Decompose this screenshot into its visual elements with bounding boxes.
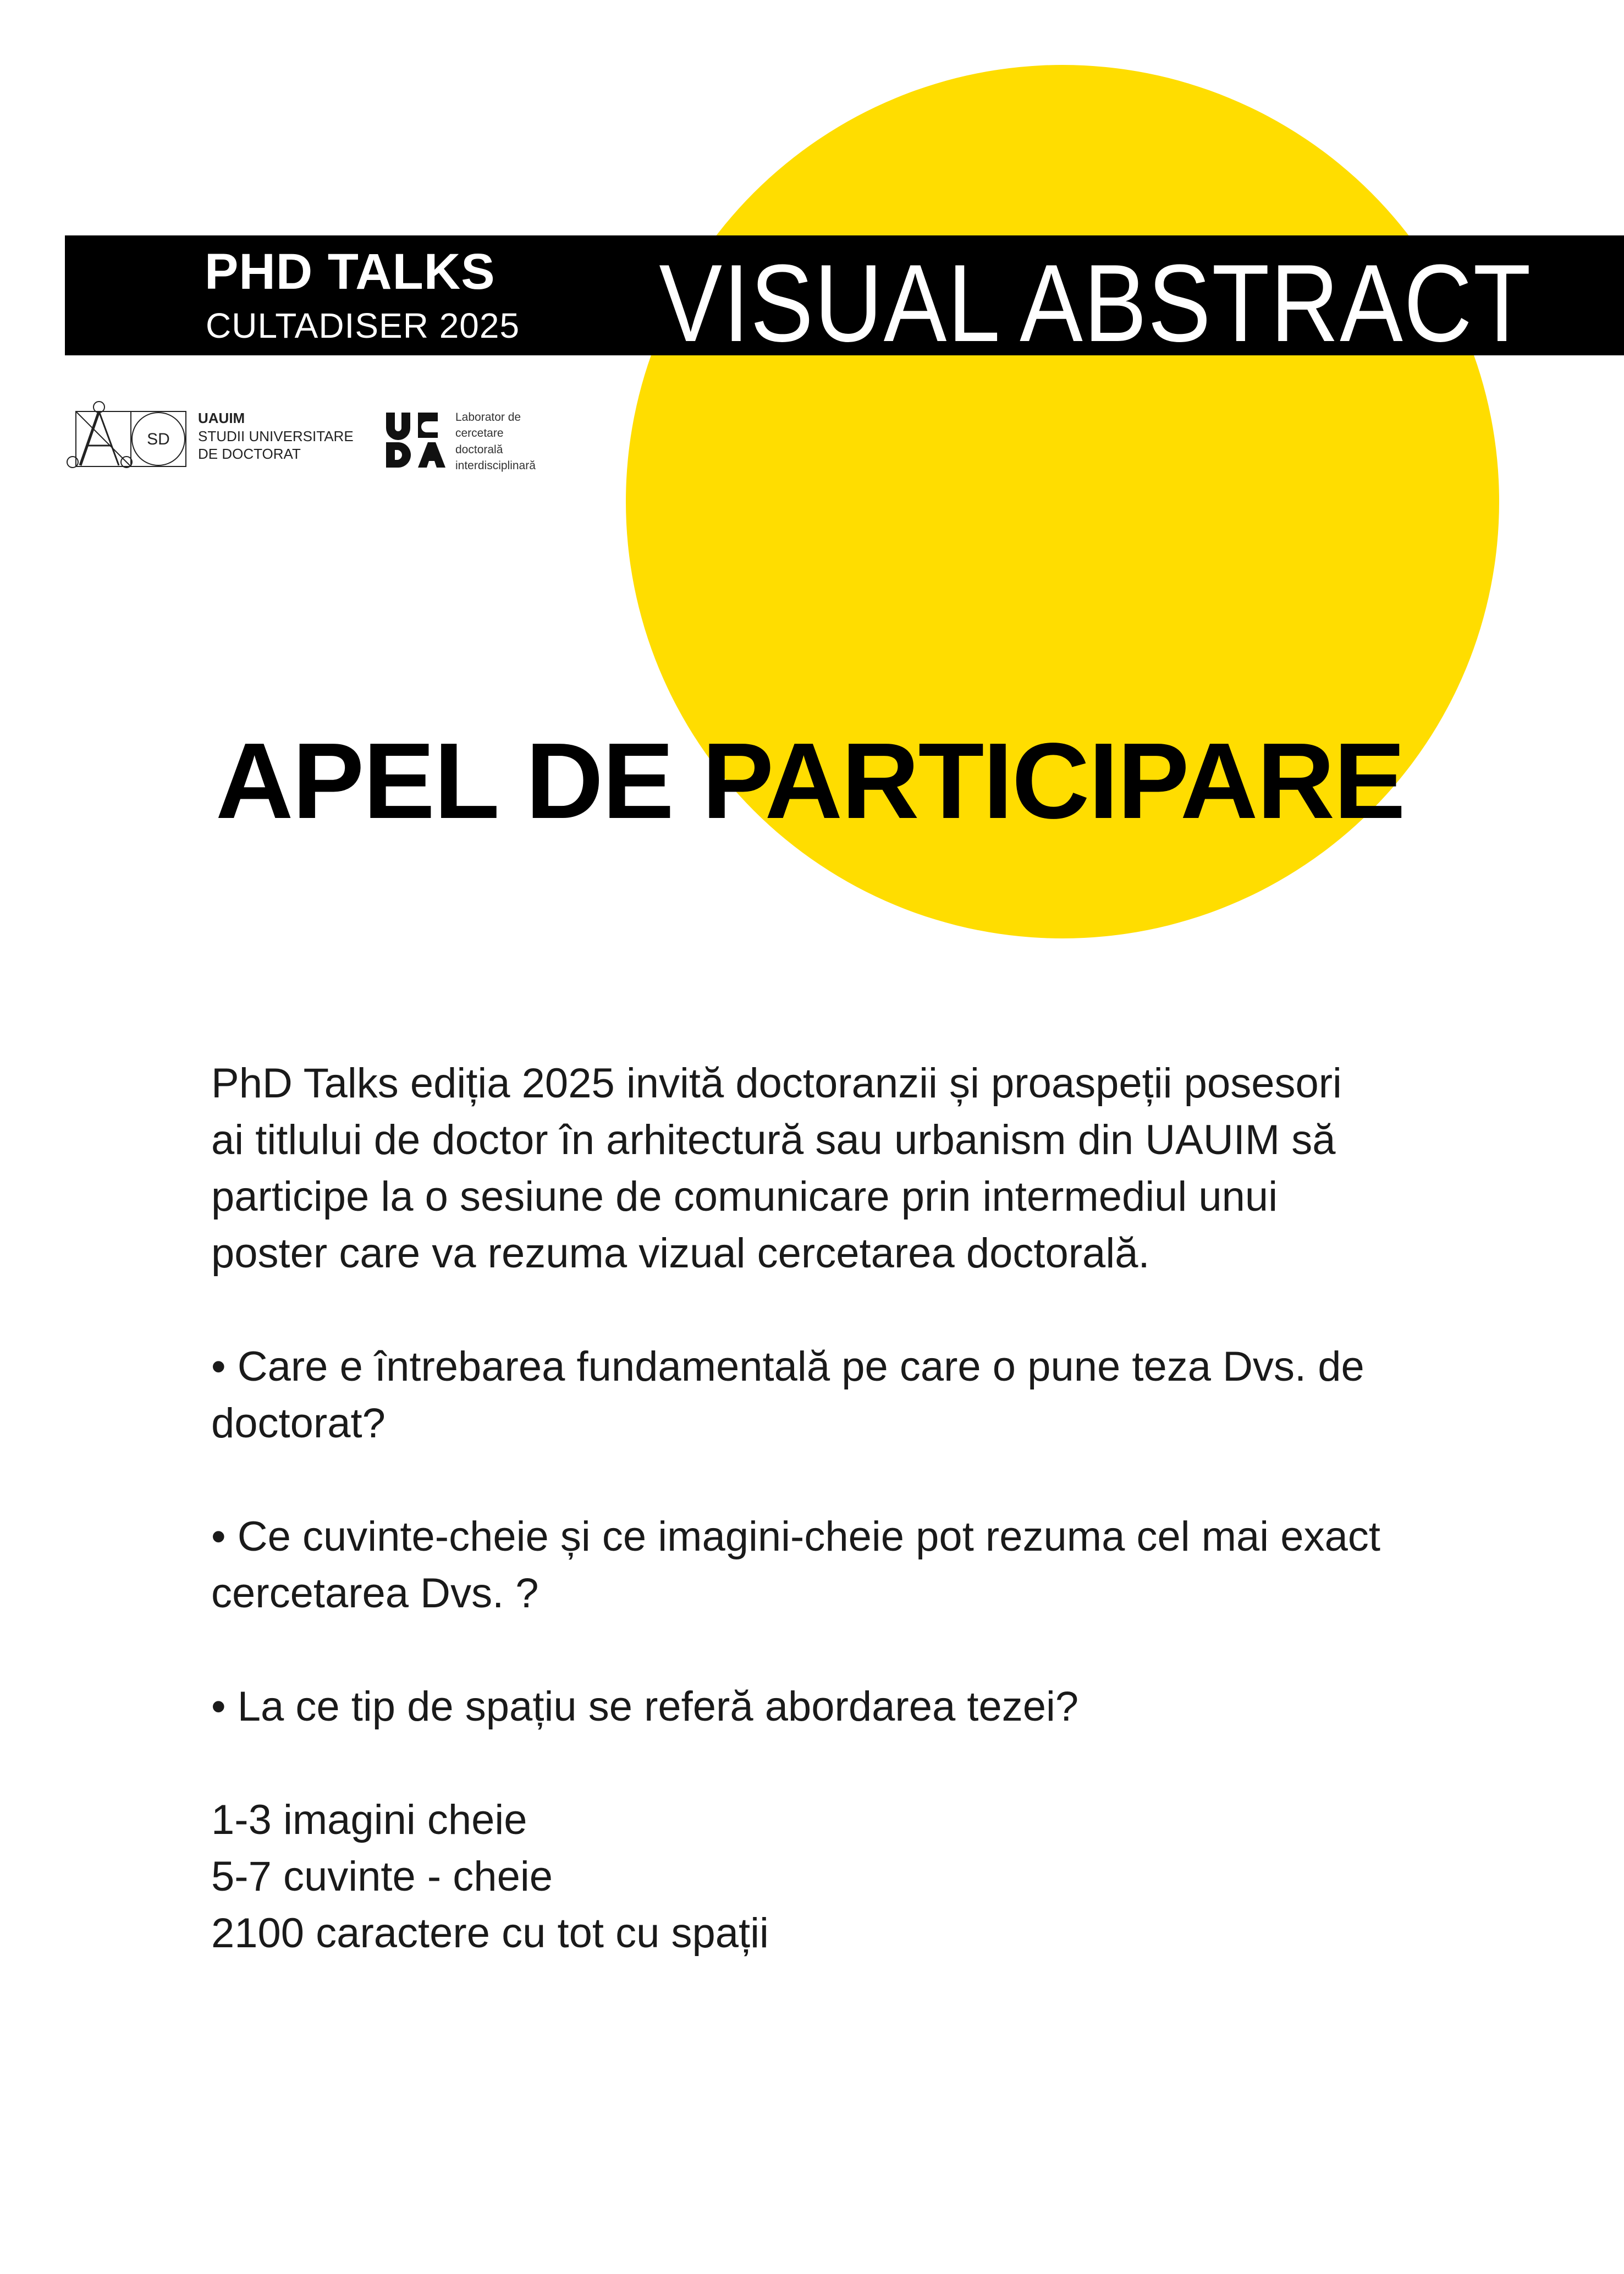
text-line: participe la o sesiune de comunicare prin intermediul unui [211, 1173, 1278, 1220]
text-line: • Ce cuvinte-cheie și ce imagini-cheie pot rezuma cel mai exact [211, 1513, 1380, 1560]
lcdi-logo-text [455, 409, 536, 474]
requirement-item: 1-3 imagini cheie [211, 1797, 527, 1843]
visual-abstract-heading: VISUAL ABSTRACT [659, 242, 1532, 365]
lcdi-logo [385, 411, 447, 469]
body-text [211, 1055, 1520, 1962]
uauim-sd-logo [65, 400, 191, 472]
logo-line: STUDII UNIVERSITARE [198, 427, 354, 444]
text-line: doctorat? [211, 1400, 386, 1447]
logo-line: doctorală [455, 443, 503, 456]
uauim-logo-text [198, 409, 354, 463]
requirement-item: 2100 caractere cu tot cu spații [211, 1910, 769, 1957]
requirement-item: 5-7 cuvinte - cheie [211, 1853, 553, 1900]
logo-line: interdisciplinară [455, 459, 536, 473]
main-title: APEL DE PARTICIPARE [216, 721, 1405, 841]
requirements-list [211, 1792, 1520, 1962]
question-2 [211, 1508, 1520, 1622]
text-line: • La ce tip de spațiu se referă abordarea tezei? [211, 1683, 1079, 1730]
text-line: ai titlului de doctor în arhitectură sau urbanism din UAUIM să [211, 1117, 1336, 1163]
intro-paragraph [211, 1055, 1520, 1282]
event-title: PHD TALKS [205, 244, 496, 300]
question-1 [211, 1338, 1520, 1452]
logo-mark-text: SD [147, 430, 170, 448]
event-subtitle: CULTADISER 2025 [206, 306, 520, 345]
logo-line: UAUIM [198, 410, 245, 426]
question-3 [211, 1678, 1520, 1735]
logo-line: cercetare [455, 427, 504, 440]
logo-line: Laborator de [455, 411, 521, 424]
text-line: • Care e întrebarea fundamentală pe care o pune teza Dvs. de [211, 1343, 1364, 1390]
text-line: cercetarea Dvs. ? [211, 1570, 539, 1617]
text-line: poster care va rezuma vizual cercetarea doctorală. [211, 1230, 1150, 1277]
logo-line: DE DOCTORAT [198, 446, 301, 462]
text-line: PhD Talks ediția 2025 invită doctoranzii și proaspeții posesori [211, 1060, 1342, 1107]
